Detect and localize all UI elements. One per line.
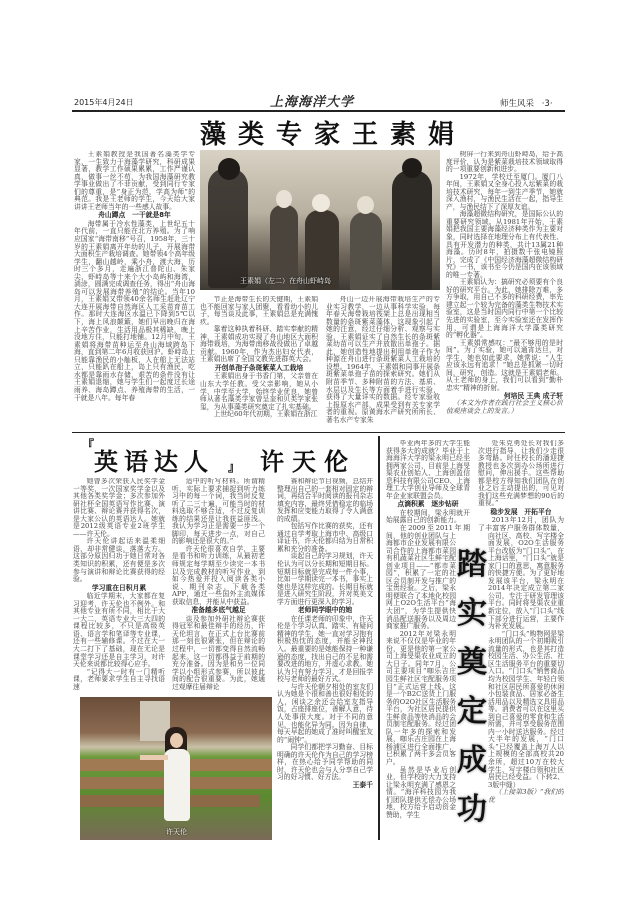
paragraph: 适中的听写材料。所谓精听，实际上要求捕捉到听力练习中的每一个词，我当时反复听了二三十遍，可能当时的材料选取不够合适，不过反复训练的结果还是让我获益匪浅。我认为学习正是需要一步一个脚印，每天进步一点，对自己的影响还是很大的。”: [172, 478, 265, 546]
section-label: [500, 97, 553, 109]
column-divider: [378, 436, 380, 840]
paragraph: 同学们都把学习勤奋、目标明确的许天伦作为自己的学习榜样，在热心给予同学帮助的同时，许天伦也会与人分享自己学习的好习惯、好方法。: [277, 743, 373, 782]
paragraph: 王素娟认为：搞研究必须要有个良好的研究平台。为此，她排除万难，多方争取，用自己不多的科研经费，率先建立起一个较为完备的藻类生物技术实验室，这是当时国内同行中第一个比较先进的实验室，至今实验室还在发挥作用，可谓是上海海洋大学藻类研究的“孵化器”。: [446, 278, 563, 340]
student-photo: [80, 697, 272, 840]
subheading: 稳步发展 开拓平台: [490, 507, 552, 516]
subheading: 准备越多底气越足: [191, 606, 246, 615]
paragraph: 谈起自己的学习规划，许天伦认为可以分长期和短期目标。短期目标就是完成每一件小事，比如一学期读完一本书，事实上她也是这样完成的。长期目标就是进入研究生阶段，并对英美文学方面进行更深入的学习。: [277, 552, 373, 606]
paragraph: 在校期间，梁永明就开始展露自己的创新能力。: [386, 508, 470, 525]
subheading: 点滴积累 逐步钻研: [397, 500, 459, 509]
article-column: [74, 151, 195, 429]
title-character: 奠: [457, 645, 487, 680]
title-character: 定: [457, 694, 487, 729]
masthead-logo: 上海海洋大学: [270, 95, 355, 110]
title-bracket-open: 『: [82, 438, 95, 452]
paragraph: 海带属于冷水性藻类，上世纪五十年代前，一直只能在北方养殖。为了响应国家“海带南移”号召，1958年，三十岁的王素娟离开年幼的儿子，开展海带大面积生产栽培调查。她带领4个高年级学生，翻山越岭，乘小舟，渡大海，历时三个多月，走遍浙江普陀山、朱家尖、虾峙岛等十来个大小岛屿和海湾，淌涂，圆满完成调查任务，得出“舟山海岛可以发展海带养殖”的结论。当年10月，王素娟又带领40余名师生赶赴辽宁大连开展海带自然海区人工采苗育苗工作。那时大连海区水温已下降到5℃以下，海上风浪颠簸，她们早出晚归在海上辛苦作业，生活用品极其稀缺，晚上没地方住，只能打地铺。12月中旬，王素娟将海带苗种运至舟山海域跨岛下海，直到第二年6月收获回沪。虾峙岛上只能靠渔民的小舢板，人在船上无法站立，只能趴在船上，岛上只有渔民，吃水都是靠雨水存储，艰苦的条件没有让王素娟退缩，她与学生们一起度过长途雨养、海岛蹲点、养殖海带的生活，一干就是八年。每年春: [74, 219, 195, 402]
paragraph: 许天伦讲起话来温柔细语，却非常健谈，落落大方。这部分原因归功于她日常对各类知识的积累，还有便是多次参与演讲和辩论比赛获得的经验。: [73, 537, 165, 584]
page-number: ·3·: [541, 99, 553, 109]
paragraph: 上世纪60年代初期，王素娟在浙江: [213, 410, 318, 419]
editor-note: （本文为作者在践行社会主义核心价值观座谈会上的发言。）: [446, 399, 563, 415]
paragraph: 2012年对梁永明来说不仅仅是毕业的年份，更是他的第一家公司上海旻渠农业成立的大日子。同年7月，公司主要项目“咖乐吉庄园生鲜社区宅配服务项目”正式运营上线。这是一个B2C送货上门服务的O2O社区生活服务平台，为社区居民提供生鲜食品等快消品的会员制宅配服务。经过团队一年多的探索和发展，咖乐吉庄园在上海杨浦区进行全面推广，已积累了两千多会员客户。: [386, 629, 456, 766]
paragraph: “门口头”购物网是梁永明团队的一个初期吸引流量的形式，也是其打造校园生活、办公生活、社区生活服务平台的重要切入口。“门口头”销售商品均为校园学生、年轻白领和社区居民所喜爱的休闲小包装食品、居家必备生活用品以及精选文具用品等。消费者可以在这里买到自己喜爱的零食和生活所需，并可享受服务范围内一小时送达服务。经过大半年的发展，“门口头”已经覆盖上海万人以上规模的全部高校共20余所，超过10万在校大学生、写字楼白领和社区居民已经受益。（下转2、3版中缝）: [488, 629, 564, 789]
archive-photo: [200, 150, 440, 290]
paragraph: 毕业两年多的大学生能获得多大的成就？毕业于上海海洋大学的梁永明已经坐拥两家公司，目前是上海旻渠农业创始人、上海创盈信息科技有限公司CEO、上海理工大学创业导师及全球青年企业家联盟会员。: [386, 440, 470, 500]
english-article-title: [80, 436, 375, 476]
paragraph: 她曾多次荣获人民奖学金一等奖，一次国家奖学金以及其他各类奖学金；多次参加外研社杯全国英语写作比赛、演讲比赛、辩论赛并获得名次，是大家公认的英语达人。她就是2012级英语专业2班学生——许天伦。: [73, 478, 165, 538]
article-title: 藻类专家王素娟: [200, 120, 467, 150]
issue-date: 2015年4月24日: [74, 98, 134, 107]
article-column: [277, 478, 373, 840]
photo-caption: 王素娟（左二）在舟山虾峙岛: [240, 277, 331, 285]
section-name: 师生风采: [500, 99, 535, 109]
title-character: 实: [457, 596, 487, 631]
subheading: 舟山蹲点 一干就是8年: [98, 211, 171, 220]
byline: 王泰千: [352, 780, 373, 789]
paragraph: 靠着这种执着科研、踏实奉献的精神，王素娟成功实现了舟山地区大面积海带栽培，为海带南移战役做出了卓越贡献。1960年，作为杰出妇女代表，王素娟出席了全国文教先进群英大会。: [200, 325, 318, 364]
title-character: 踏: [457, 547, 487, 582]
paragraph: 舟山一边开展海带栽培生产的专业实习教学，一边从事科学实验，每年春天海带栽培筏架上总是出现相当数量的条斑紫菜藻体，这现象引起了她的注意，经过仔细分析、观察与实验，王素娟证实了自然生长的条斑紫菜幼苗可以生产并放散出单孢子。据此，她创造性地提出利用单孢子作为种源在舟山进行条斑紫菜人工栽培的设想。1964年，王素娟和同事开展条斑紫菜单孢子苗的探索研究。她们从附苗季节、多种附苗的方法、基质、水层以及生长等方面着手进行实验，获得了大量详实的数据。经专家验收上报原水产部，成果受到有关专家学者的重视。原黄海水产研究所所长、著名水产专家朱: [326, 296, 440, 424]
title-character: 功: [457, 792, 487, 827]
paragraph: 与许天伦朝夕相处的室友们认为她是个很和善也很好相处的人，闲谈之余还会给室友指导饭，占座排座位，善解人意，待人处事很大度。对于不同的意见，也能化异为同。因为自律，每天早起的她成了准时叫醒室友的“闹钟”。: [277, 682, 373, 744]
paragraph: 在任课老师的印象中，许天伦是个学习认真、踏实、有疑问精神的学生，她一直对学习抱有积极热忱的态度，并能全神投入。最重要的是她能保持一种谦逊的态度，找出自己的不足和需要改进的地方，并虚心求教。她认为只有努力学习，才是回报学校与老师的最好方式。: [277, 614, 373, 684]
article-column: [446, 151, 563, 429]
paragraph: 赛和辩论节目视频，总结并整理出自己的一套相对固定的辩词，再结合平时阅读的报刊杂志填充内容，最终凭借稳定的临场发挥和应变能力取得了令人满意的成绩。: [277, 478, 373, 523]
paragraph: 2013年12月，团队为了丰富客户服务群体数量，向社区、高校、写字楼全面发展，O2O生活服务平台改版为“门口头”，在上海话里，“门口头”就是家门口的意思，寓意服务的快捷方便。为了更好地发展该平台，梁永明在2014年决定成立第二家公司，专注于研发管理该平台。同时将旻渠农业重新定位，放入“门口头”线下部分进行运营，主要作为补充发展。: [478, 516, 564, 631]
paragraph: 处朱克勇处长对我们多次进行指导，让我们少走很多弯路。时任校长的潘迎捷教授也多次到办公场所进行慰问，伸出援手。这些帮助都是校方得知我们团队在创业之后主动提出的，可见对我们这些充满梦想的90后的重视。”: [478, 440, 564, 508]
title-bracket-close: 』: [228, 460, 241, 474]
paragraph: 树屏一行来到舟山虾峙岛，给予高度评价，认为是紫菜栽培技术领域取得的一项重要创新和进步。: [446, 151, 563, 174]
paragraph: 王素娟出身于书香门第，父亲曾在山东大学任教。受父亲影响，她从小学、中学至大学，始终学业优良，她曾师从著名藻类学家曾呈奎和贝类学家张玺，为从事藻类研究奠定了扎实基础。: [200, 372, 318, 411]
title-main: 英语达人: [94, 447, 214, 476]
article-column: [172, 478, 265, 693]
article-column: [73, 478, 165, 693]
paragraph: 临近学期末，大家都在复习迎考，许天伦也不例外。和其他专业有所不同，相比于大一大二，英语专业大三大四的课程比较多，不只是高级英语、语言学和笔译等专业课，还有一些辅修课。不过在大一大二打下了基础，现在无论是课堂学习还是自主学习，对许天伦来说都比较得心应手。: [73, 592, 165, 669]
byline: 何培民 王典 成子轩: [503, 391, 563, 400]
article-column: [326, 296, 440, 429]
paragraph: 1972年，学校迁至厦门。厦门八年间，王素娟又全身心投入坛紫菜的栽培技术研究，每年一到生产季节，她就深入渔村，与渔民生活在一起，指导生产，与渔民结下了深厚友谊。: [446, 172, 563, 211]
paragraph: “记得大一时有一门精听课，老师要求学生自主寻找语速: [73, 667, 165, 691]
subheading: 学习重在日积月累: [91, 583, 147, 592]
title-character: 成: [457, 743, 487, 778]
subheading: 开创单孢子条斑紫菜人工栽培: [214, 363, 304, 372]
paragraph: 王素娟常感叹：“最不够用的是时间”。为了实验，她可以通宵达旦，对学生，她也如此要求，她常说：“人生应该永远有追求！”她总是抓紧一切时间，研究，创造。这就是王素娟老师。从王老师的身上，我们可以看到“勤朴忠实”精神的折射。: [446, 338, 563, 392]
article-column: [200, 296, 318, 429]
section-divider: [72, 432, 565, 433]
paragraph: 许天伦很喜欢自学，主要是看书和听力训练，从最初老师规定每学期至少读完一本书以及完成教材的听写作业，到如今热爱并投入阅读各类小说、期刊杂志，下载各类APP，通过一些国外主流媒体获取信息，并能从中获益。: [172, 544, 265, 606]
paragraph: 虽然是毕业后创业，但学校的大力支持让梁永明充满了感恩之情。“海洋科技园为我们团队提供无偿办公场地，校方给予启动资金赞助，学生: [386, 765, 456, 819]
paragraph: 在2009至2011年期间，他的创业团队与上海都市企业发展有限公司合作的上海都市菜园有机蔬菜社区生鲜宅配创业项目——“都市菜园”，积累了一定的社区会员制开发与推广的宝贵经验。之后，梁永明便联合了本地化校园网上O2O生活平台“海大团”，为学生提供快消品配送服务以及周边商家推广服务。: [386, 524, 470, 631]
title-name: 许天伦: [260, 447, 356, 476]
paragraph: 包括写作比赛的获奖，还有通过自学考取上海市中、高级口译证书，许天伦都归结为日常积累和充分的准备。: [277, 522, 373, 553]
startup-article-title: [452, 540, 492, 834]
paragraph: 谈及参加外研社辩论赛获得冠军和最佳辩手的经历，许天伦坦言，在正式上台比赛前那一刻也很紧张，但在辩论的过程中，一切都变得自然流畅起来。这一切都得益于前期的充分准备。因为是和另一位同学以小组形式参赛，所以彼此间的配合很重要。为此，她通过观摩往届辩论: [172, 614, 265, 691]
paragraph: 海藻超微结构研究，是国际公认的重要研究领域。从1981年开始，王素娟把我国主要海藻经济种类作为主要对象，同时选择在地理分布上有代表性、具有开发潜力的种类，共计13属21种海藻。历时8年，拍摄数千张电镜照片，完成了《中国经济海藻超微结构研究》一书，该书至今仍是国内在该领域的唯一专著。: [446, 210, 563, 279]
photo-caption: 许天伦: [166, 828, 187, 836]
paragraph: 王素娟教授是我国著名藻类学专家，一生致力于海藻学研究，科研成果显著，教学工作硕果累累，工作严谨认真，做事一丝不苟，为我国海藻研究教学事业做出了不菲贡献，受到同行专家们的尊重，是“身正为范，学高为师”的典范。我是王老师的学生，今天给大家讲讲王老师当年的一些感人故事。: [74, 151, 195, 211]
header-rule: [72, 110, 565, 112]
editor-note: （上接第3版）“我们的优: [488, 788, 564, 804]
subheading: 老师同学眼中的她: [297, 606, 353, 615]
paragraph: 节正是海带生长的关键期，王素娟也不能回家与家人团聚，看看幼小的儿子，每当谈及此事，王素娟总是充满愧疚。: [200, 296, 318, 326]
